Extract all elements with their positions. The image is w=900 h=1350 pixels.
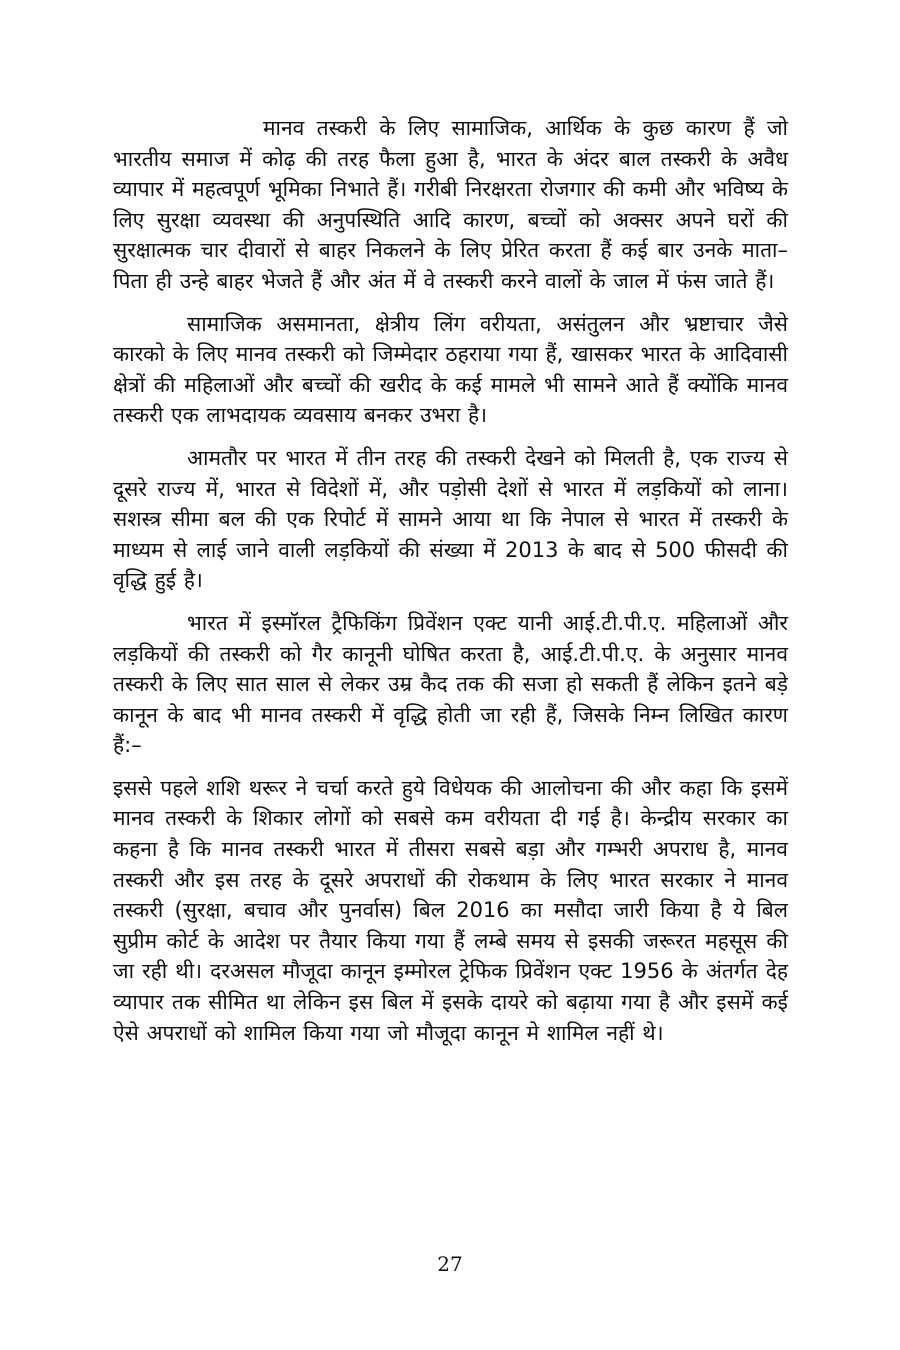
document-body [113, 113, 788, 1060]
paragraph-itpa: भारत में इस्मॉरल ट्रैफिकिंग प्रिवेंशन एक्ट यानी आई.टी.पी.ए. महिलाओं और लड़कियों की तस्करी को गैर कानूनी घोषित करता है, आई.टी.पी.ए. के अनुसार मानव तस्करी के लिए सात साल से लेकर उम्र कैद तक की सजा हो सकती हैं लेकिन इतने बड़े कानून के बाद भी मानव तस्करी में वृद्धि होती जा रही हैं, जिसके निम्न लिखित कारण हैं:– [113, 610, 788, 758]
paragraph-trafficking-types: आमतौर पर भारत में तीन तरह की तस्करी देखने को मिलती है, एक राज्य से दूसरे राज्य में, भारत से विदेशों में, और पड़ोसी देशों से भारत में लड़कियों को लाना। सशस्त्र सीमा बल की एक रिपोर्ट में सामने आया था कि नेपाल से भारत में तस्करी के माध्यम से लाई जाने वाली लड़कियों की संख्या में 2013 के बाद से 500 फीसदी की वृद्धि हुई है। [113, 445, 788, 593]
paragraph-bill-2016: इससे पहले शशि थरूर ने चर्चा करते हुये विधेयक की आलोचना की और कहा कि इसमें मानव तस्करी के शिकार लोगों को सबसे कम वरीयता दी गई है। केन्द्रीय सरकार का कहना है कि मानव तस्करी भारत में तीसरा सबसे बड़ा और गम्भरी अपराध है, मानव तस्करी और इस तरह के दूसरे अपराधों की रोकथाम के लिए भारत सरकार ने मानव तस्करी (सुरक्षा, बचाव और पुनर्वास) बिल 2016 का मसौदा जारी किया है ये बिल सुप्रीम कोर्ट के आदेश पर तैयार किया गया हैं लम्बे समय से इसकी जरूरत महसूस की जा रही थी। दरअसल मौजूदा कानून इम्मोरल ट्रेफिक प्रिवेंशन एक्ट 1956 के अंतर्गत देह व्यापार तक सीमित था लेकिन इस बिल में इसके दायरे को बढ़ाया गया है और इसमें कई ऐसे अपराधों को शामिल किया गया जो मौजूदा कानून मे शामिल नहीं थे। [113, 775, 788, 1045]
paragraph-social-inequality: सामाजिक असमानता, क्षेत्रीय लिंग वरीयता, असंतुलन और भ्रष्टाचार जैसे कारको के लिए मानव तस्करी को जिम्मेदार ठहराया गया हैं, खासकर भारत के आदिवासी क्षेत्रों की महिलाओं और बच्चों की खरीद के कई मामले भी सामने आते हैं क्योंकि मानव तस्करी एक लाभदायक व्यवसाय बनकर उभरा है। [113, 311, 788, 428]
paragraph-causes: मानव तस्करी के लिए सामाजिक, आर्थिक के कुछ कारण हैं जो भारतीय समाज में कोढ़ की तरह फैला हुआ है, भारत के अंदर बाल तस्करी के अवैध व्यापार में महत्वपूर्ण भूमिका निभाते हैं। गरीबी निरक्षरता रोजगार की कमी और भविष्य के लिए सुरक्षा व्यवस्था की अनुपस्थिति आदि कारण, बच्चों को अक्सर अपने घरों की सुरक्षात्मक चार दीवारों से बाहर निकलने के लिए प्रेरित करता हैं कई बार उनके माता–पिता ही उन्हे बाहर भेजते हैं और अंत में वे तस्करी करने वालों के जाल में फंस जाते हैं। [113, 116, 788, 293]
page-number: 27 [437, 1252, 463, 1276]
